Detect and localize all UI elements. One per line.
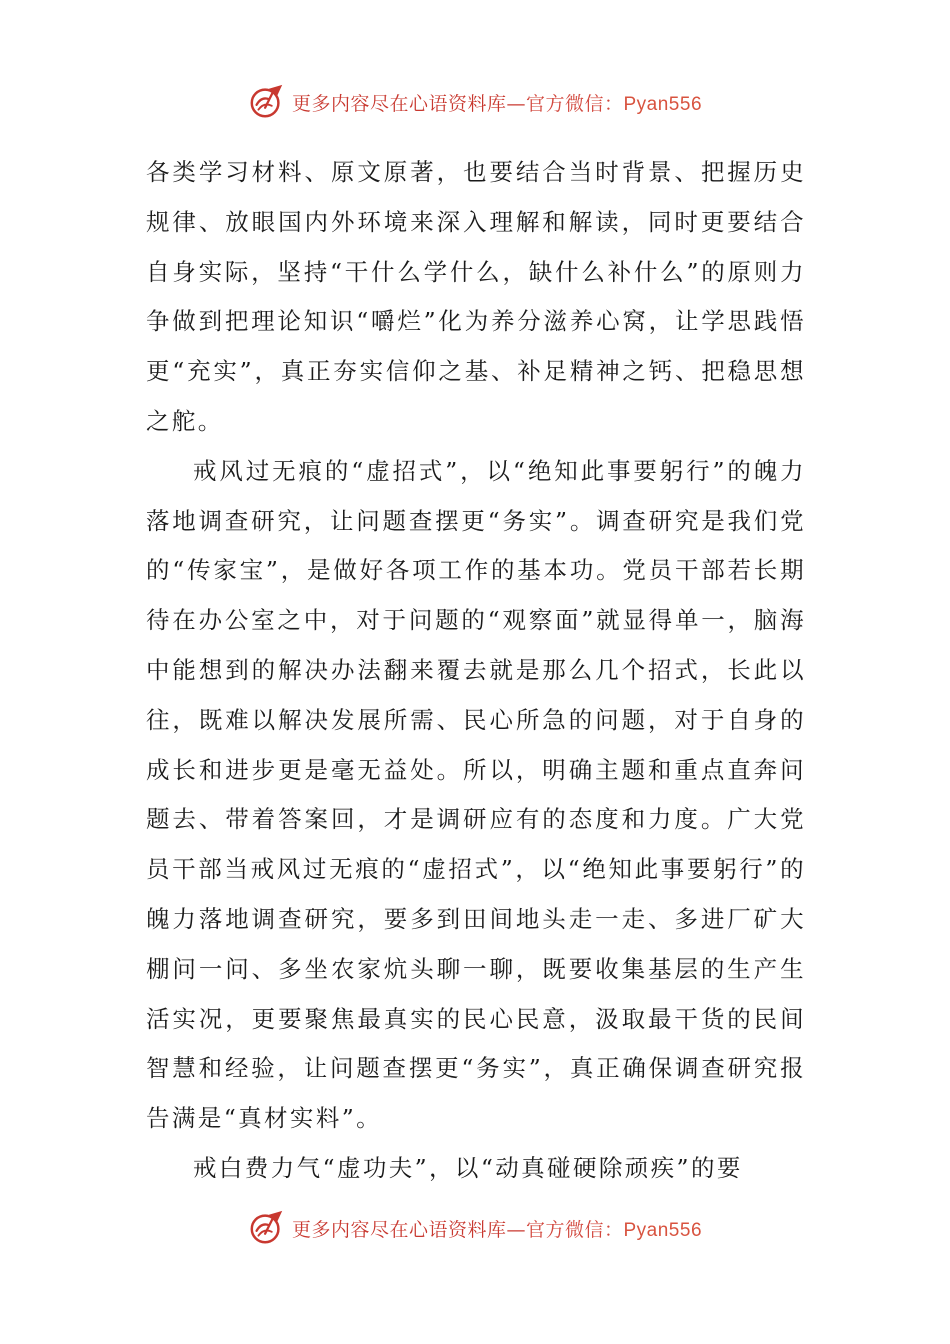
body-text	[146, 148, 806, 1194]
footer-dash: —	[506, 1218, 526, 1241]
footer-site-text: 更多内容尽在心语资料库	[291, 1218, 507, 1241]
header-banner-text	[292, 89, 702, 116]
header-site-text: 更多内容尽在心语资料库	[291, 92, 507, 115]
header-wechat-id: Pyan556	[623, 93, 703, 115]
pen-nib-seal-icon	[248, 1209, 286, 1247]
pen-nib-seal-icon	[248, 83, 286, 121]
paragraph-2: 戒风过无痕的“虚招式”，以“绝知此事要躬行”的魄力落地调查研究，让问题查摆更“务实”。调查研究是我们党的“传家宝”，是做好各项工作的基本功。党员干部若长期待在办公室之中，对于问题的“观察面”就显得单一，脑海中能想到的解决办法翻来覆去就是那么几个招式，长此以往，既难以解决发展所需、民心所急的问题，对于自身的成长和进步更是毫无益处。所以，明确主题和重点直奔问题去、带着答案回，才是调研应有的态度和力度。广大党员干部当戒风过无痕的“虚招式”，以“绝知此事要躬行”的魄力落地调查研究，要多到田间地头走一走、多进厂矿大棚问一问、多坐农家炕头聊一聊，既要收集基层的生产生活实况，更要聚焦最真实的民心民意，汲取最干货的民间智慧和经验，让问题查摆更“务实”，真正确保调查研究报告满是“真材实料”。	[146, 456, 806, 1133]
header-banner	[0, 82, 950, 122]
footer-banner	[0, 1208, 950, 1248]
paragraph-1: 各类学习材料、原文原著，也要结合当时背景、把握历史规律、放眼国内外环境来深入理解和解读，同时更要结合自身实际，坚持“干什么学什么，缺什么补什么”的原则力争做到把理论知识“嚼烂”化为养分滋养心窝，让学思践悟更“充实”，真正夯实信仰之基、补足精神之钙、把稳思想之舵。	[146, 158, 806, 435]
footer-banner-text	[292, 1215, 702, 1242]
footer-wechat-label: 官方微信：	[525, 1218, 624, 1241]
footer-wechat-id: Pyan556	[623, 1219, 703, 1241]
header-dash: —	[506, 92, 526, 115]
header-wechat-label: 官方微信：	[525, 92, 624, 115]
paragraph-3: 戒白费力气“虚功夫”，以“动真碰硬除顽疾”的要	[193, 1153, 743, 1182]
